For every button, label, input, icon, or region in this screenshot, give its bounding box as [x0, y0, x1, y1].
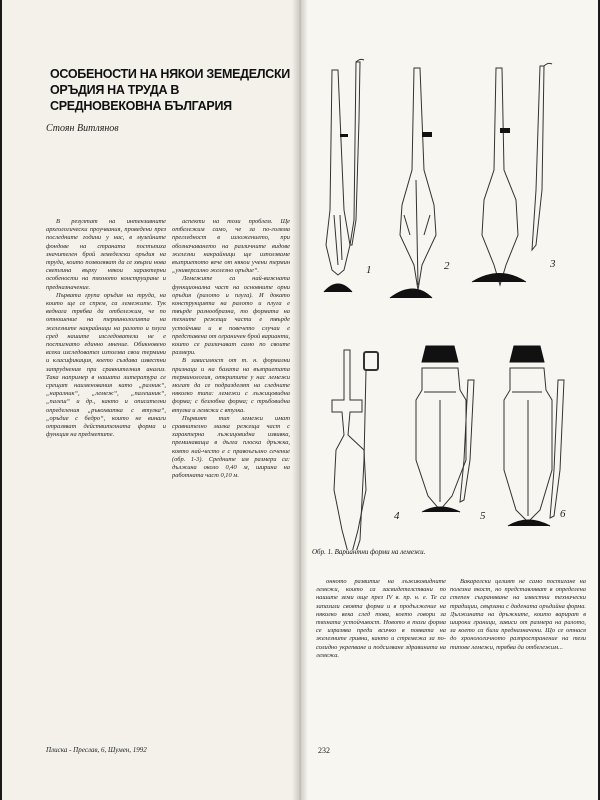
ploughshare-5 [416, 346, 474, 512]
ploughshare-4 [332, 350, 378, 550]
right-column-1 [316, 578, 446, 728]
figure-label-4: 4 [394, 510, 400, 522]
paragraph: Първата група оръдия на труда, на които ще се спрем, са лемежите. Тук веднага трябва да отбележим, че по отношение на терминологията на железните накрайници на ралото и плуга сред нашите изследователи не е постигнато единно мнение. Обикновено всеки изследовател използва свои термини и класификация, което създава известни затруднения при сравнителния анализ. Така например в нашата литература се срещат наименования като „ралник“, „наралник“, „лемеж“, „палешник“, „палеш“ и др., както и описателни определения „ръкохватка с втулка“, „оръдие с бедро“, които не винаги отразяват действителната форма и функция на предметите. [46, 291, 166, 439]
paragraph: Лемежите са най-важната функционална част на основните орни оръдия (ралото и плуга). И докато конструкцията на ралото и плуга е твърде разнообразна, то формата на техните режещи части е твърде устойчива и в повечето случаи е представена от ограничен брой варианти, които се различават само по своите размери. [172, 275, 290, 357]
figure-caption: Обр. 1. Вариантни форми на лемежи. [312, 548, 426, 556]
figure-label-1: 1 [366, 264, 372, 276]
left-column-1 [46, 218, 166, 702]
figure-label-5: 5 [480, 510, 486, 522]
paragraph: аспекти на този проблем. Ще отбележим само, че за по-голяма прегледност в изложението, при обозначаването на различните видове железни накрайници ще използваме възприетото вече от някои учени термин „универсално железно оръдие“. [172, 218, 290, 275]
figure-label-6: 6 [560, 508, 566, 520]
ploughshare-drawings [304, 40, 596, 550]
paragraph: онното развитие на лъжиковидните лемежи, които са засвидетелствани по нашите земи още през IV в. пр. н. е. Те са запазили своята форма и в продължение на няколко века след това, което говори за тяхната устойчивост. Новото в тази форма се изразява преди всичко в появата на железните гривни, както и стремежа за по-солидно укрепване и подсилване здравината на лемежа. [316, 578, 446, 659]
right-column-2 [450, 578, 586, 728]
paragraph: В зависимост от т. н. формални признаци и на базата на възприетата терминология, откритите у нас лемежи могат да се подразделят на следните няколко типа: лемежи с лъжицовидна форма; с безлобна форма; с тръбовидна втулка и лемежи с втулка. [172, 357, 290, 414]
paragraph: Вакарелски целият не само постигане на полезна якост, но представляват в определена степен съхраняване на известни технически традиции, свързани с дадената оръдийна форма. Дължината на дръжките, които варират в широки граници, зависи от размера на ралото, за което са били предназначени. Що се отнася до хронологичното разпространение на тези типове лемежи, трябва да отбележим... [450, 578, 586, 651]
paragraph: Първият тип лемежи имат сравнително малка режеща част с характерна лъжицовидна извивка, преминаваща в дълга плоска дръжка, която най-често е с правоъгълно сечение (обр. 1-3). Средните им размери са: дължина около 0,40 м, ширина на работната част 0,10 м. [172, 414, 290, 480]
ploughshare-3 [472, 63, 552, 285]
figure-label-3: 3 [550, 258, 556, 270]
journal-footer: Плиска - Преслав, 6, Шумен, 1992 [46, 746, 147, 754]
figure-label-2: 2 [444, 260, 450, 272]
page-number: 232 [318, 746, 330, 755]
article-title: ОСОБЕНОСТИ НА НЯКОИ ЗЕМЕДЕЛСКИ ОРЪДИЯ НА ТРУДА В СРЕДНОВЕКОВНА БЪЛГАРИЯ [50, 67, 290, 113]
ploughshare-6 [504, 346, 564, 526]
left-column-2 [172, 218, 290, 702]
article-author: Стоян Витлянов [46, 123, 119, 134]
ploughshare-figure [304, 40, 596, 550]
ploughshare-1 [324, 59, 364, 292]
paragraph: В резултат на интензивните археологически проучвания, проведени през последните години у нас, в музейните фондове на страната постъпиха значителен брой земеделски оръдия на труда, които позволяват да се хвърли нова светлина върху някои характерни особености на тяхното конструиране и предназначение. [46, 218, 166, 291]
ploughshare-2 [390, 68, 436, 298]
